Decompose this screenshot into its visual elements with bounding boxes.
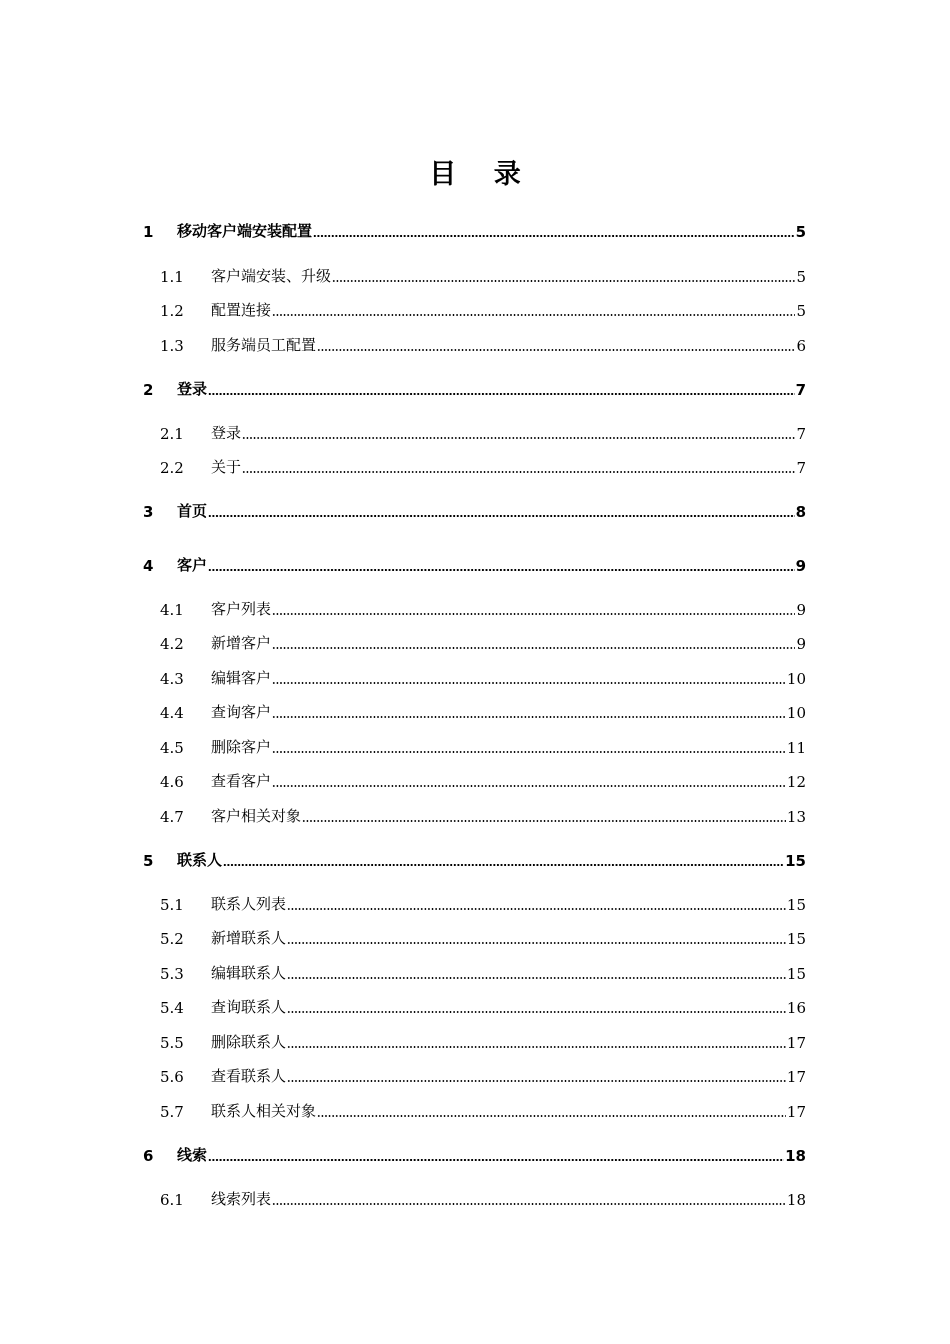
toc-entry-label: 查看客户: [211, 772, 272, 790]
toc-entry-page-number: 13: [786, 808, 806, 826]
toc-entry-page-number: 9: [795, 557, 806, 575]
toc-entry-page-number: 9: [796, 635, 806, 653]
toc-entry-label: 删除联系人: [211, 1033, 287, 1051]
dot-leader: [287, 977, 786, 979]
dot-leader: [272, 682, 786, 684]
toc-entry-label: 线索: [177, 1146, 208, 1164]
toc-section-entry[interactable]: [160, 995, 806, 1017]
toc-entry-label: 移动客户端安装配置: [177, 222, 313, 240]
dot-leader: [313, 235, 795, 237]
dot-leader: [317, 1115, 786, 1117]
dot-leader: [302, 820, 786, 822]
toc-entry-number: 4.6: [160, 773, 184, 791]
toc-section-entry[interactable]: [160, 1064, 806, 1086]
toc-entry-label: 登录: [177, 380, 208, 398]
toc-entry-label: 查看联系人: [211, 1067, 287, 1085]
toc-entry-number: 4.5: [160, 739, 184, 757]
toc-entry-page-number: 18: [786, 1191, 806, 1209]
toc-entry-number: 1.1: [160, 268, 184, 286]
dot-leader: [287, 942, 786, 944]
dot-leader: [287, 908, 786, 910]
toc-entry-page-number: 12: [786, 773, 806, 791]
toc-entry-number: 5.7: [160, 1103, 184, 1121]
toc-entry-page-number: 6: [796, 337, 806, 355]
dot-leader: [272, 716, 786, 718]
toc-section-entry[interactable]: [160, 735, 806, 757]
dot-leader: [272, 314, 795, 316]
toc-section-entry[interactable]: [160, 298, 806, 320]
toc-section-entry[interactable]: [160, 961, 806, 983]
dot-leader: [272, 1203, 786, 1205]
dot-leader: [332, 280, 795, 282]
toc-chapter-entry[interactable]: [143, 499, 806, 521]
toc-entry-label: 配置连接: [211, 301, 272, 319]
toc-entry-page-number: 15: [786, 965, 806, 983]
dot-leader: [242, 437, 795, 439]
toc-entry-page-number: 17: [786, 1034, 806, 1052]
toc-section-entry[interactable]: [160, 421, 806, 443]
dot-leader: [208, 1159, 784, 1161]
toc-entry-page-number: 7: [795, 381, 806, 399]
toc-entry-page-number: 5: [795, 223, 806, 241]
toc-entry-label: 服务端员工配置: [211, 336, 317, 354]
toc-section-entry[interactable]: [160, 769, 806, 791]
toc-chapter-entry[interactable]: [143, 1143, 806, 1165]
dot-leader: [208, 393, 795, 395]
toc-entry-label: 查询联系人: [211, 998, 287, 1016]
toc-entry-label: 联系人相关对象: [211, 1102, 317, 1120]
toc-entry-number: 1.2: [160, 302, 184, 320]
toc-section-entry[interactable]: [160, 455, 806, 477]
dot-leader: [272, 647, 795, 649]
toc-entry-number: 5.4: [160, 999, 184, 1017]
toc-entry-label: 客户列表: [211, 600, 272, 618]
toc-section-entry[interactable]: [160, 804, 806, 826]
toc-entry-page-number: 5: [796, 268, 806, 286]
toc-entry-label: 客户端安装、升级: [211, 267, 332, 285]
dot-leader: [223, 864, 784, 866]
toc-entry-label: 首页: [177, 502, 208, 520]
toc-entry-number: 5.2: [160, 930, 184, 948]
dot-leader: [317, 349, 795, 351]
toc-entry-number: 4: [143, 557, 154, 575]
toc-entry-label: 登录: [211, 424, 242, 442]
toc-entry-number: 6: [143, 1147, 154, 1165]
toc-entry-label: 联系人列表: [211, 895, 287, 913]
toc-entry-label: 客户相关对象: [211, 807, 302, 825]
toc-entry-number: 5.5: [160, 1034, 184, 1052]
dot-leader: [208, 569, 795, 571]
toc-entry-label: 联系人: [177, 851, 223, 869]
toc-entry-label: 编辑客户: [211, 669, 272, 687]
toc-section-entry[interactable]: [160, 926, 806, 948]
dot-leader: [242, 471, 795, 473]
toc-entry-page-number: 10: [786, 670, 806, 688]
toc-entry-page-number: 10: [786, 704, 806, 722]
dot-leader: [287, 1046, 786, 1048]
toc-entry-page-number: 7: [796, 425, 806, 443]
toc-entry-number: 4.2: [160, 635, 184, 653]
toc-entry-page-number: 15: [785, 852, 806, 870]
toc-entry-number: 4.3: [160, 670, 184, 688]
toc-entry-number: 2.2: [160, 459, 184, 477]
toc-section-entry[interactable]: [160, 666, 806, 688]
toc-section-entry[interactable]: [160, 264, 806, 286]
toc-entry-page-number: 15: [786, 896, 806, 914]
toc-chapter-entry[interactable]: [143, 219, 806, 241]
toc-entry-number: 4.7: [160, 808, 184, 826]
toc-section-entry[interactable]: [160, 597, 806, 619]
toc-entry-page-number: 9: [796, 601, 806, 619]
toc-entry-number: 5.6: [160, 1068, 184, 1086]
toc-section-entry[interactable]: [160, 892, 806, 914]
toc-entry-page-number: 16: [786, 999, 806, 1017]
toc-entry-label: 线索列表: [211, 1190, 272, 1208]
toc-entry-number: 5.1: [160, 896, 184, 914]
dot-leader: [287, 1080, 786, 1082]
toc-entry-label: 新增客户: [211, 634, 272, 652]
toc-entry-page-number: 15: [786, 930, 806, 948]
toc-entry-page-number: 18: [785, 1147, 806, 1165]
dot-leader: [272, 751, 786, 753]
toc-entry-page-number: 7: [796, 459, 806, 477]
toc-entry-number: 1: [143, 223, 154, 241]
toc-entry-page-number: 17: [786, 1068, 806, 1086]
toc-entry-label: 关于: [211, 458, 242, 476]
toc-entry-number: 2: [143, 381, 154, 399]
toc-entry-label: 编辑联系人: [211, 964, 287, 982]
toc-section-entry[interactable]: [160, 1099, 806, 1121]
toc-entry-page-number: 17: [786, 1103, 806, 1121]
toc-entry-page-number: 11: [786, 739, 806, 757]
dot-leader: [272, 613, 795, 615]
toc-section-entry[interactable]: [160, 631, 806, 653]
toc-chapter-entry[interactable]: [143, 848, 806, 870]
toc-entry-label: 删除客户: [211, 738, 272, 756]
toc-section-entry[interactable]: [160, 333, 806, 355]
toc-entry-number: 3: [143, 503, 154, 521]
toc-entry-number: 4.1: [160, 601, 184, 619]
toc-chapter-entry[interactable]: [143, 553, 806, 575]
toc-entry-page-number: 5: [796, 302, 806, 320]
toc-section-entry[interactable]: [160, 1030, 806, 1052]
toc-entry-label: 客户: [177, 556, 208, 574]
dot-leader: [287, 1011, 786, 1013]
toc-entry-label: 查询客户: [211, 703, 272, 721]
toc-entry-number: 5: [143, 852, 154, 870]
toc-entry-number: 5.3: [160, 965, 184, 983]
toc-entry-number: 6.1: [160, 1191, 184, 1209]
toc-section-entry[interactable]: [160, 1187, 806, 1209]
toc-entry-label: 新增联系人: [211, 929, 287, 947]
toc-section-entry[interactable]: [160, 700, 806, 722]
toc-entry-page-number: 8: [795, 503, 806, 521]
toc-title: 目 录: [429, 159, 535, 190]
toc-entry-number: 4.4: [160, 704, 184, 722]
toc-chapter-entry[interactable]: [143, 377, 806, 399]
dot-leader: [272, 785, 786, 787]
dot-leader: [208, 515, 795, 517]
toc-entry-number: 2.1: [160, 425, 184, 443]
toc-entry-number: 1.3: [160, 337, 184, 355]
